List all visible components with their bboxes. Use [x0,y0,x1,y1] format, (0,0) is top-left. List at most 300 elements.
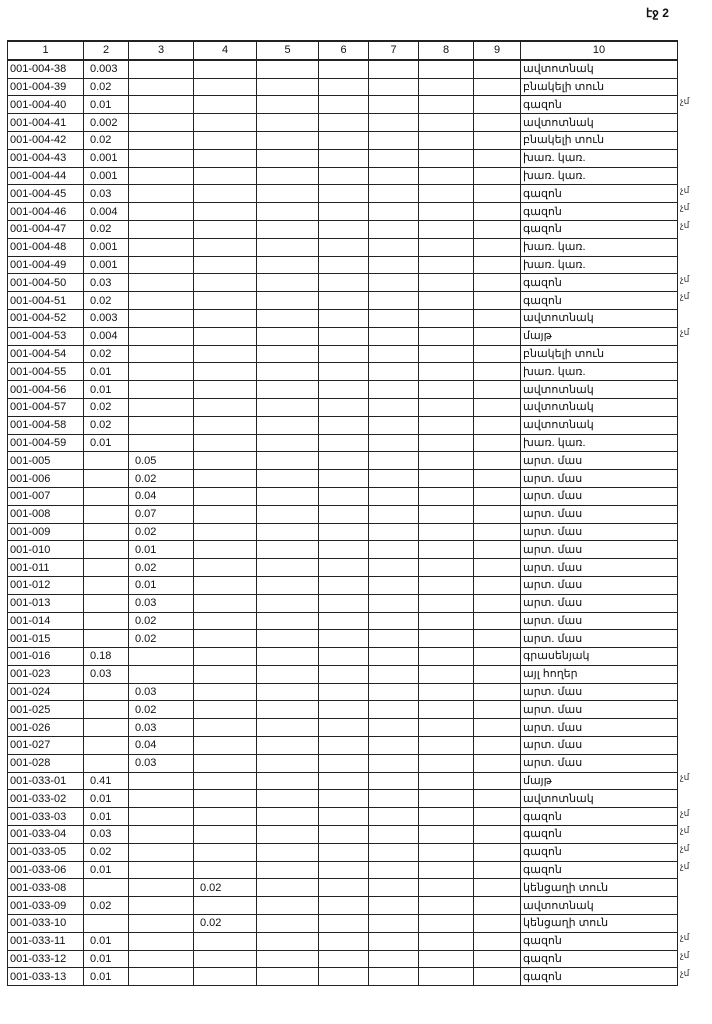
cell-col-4 [194,167,257,185]
cell-col-5 [257,915,319,933]
cell-col-4 [194,523,257,541]
cell-col-9 [474,683,521,701]
table-row [8,114,678,132]
table-row [8,220,678,238]
cell-col-2: 0.01 [84,861,129,879]
margin-note: չմ [680,291,690,302]
cell-col-4 [194,274,257,292]
cell-col-3 [129,861,194,879]
table-row [8,843,678,861]
cell-col-8 [419,505,474,523]
cell-col-8 [419,648,474,666]
cell-col-4 [194,612,257,630]
cell-col-4 [194,843,257,861]
column-header-3: 3 [129,41,194,60]
cell-col-6 [319,932,369,950]
cell-col-1: 001-004-50 [8,274,84,292]
cell-col-5 [257,701,319,719]
cell-col-1: 001-004-48 [8,238,84,256]
cell-col-2: 0.01 [84,96,129,114]
cell-col-10: գազոն [521,968,678,986]
cell-col-5 [257,861,319,879]
cell-col-9 [474,470,521,488]
cell-col-7 [369,683,419,701]
cell-col-5 [257,416,319,434]
cell-col-4 [194,576,257,594]
cell-col-7 [369,434,419,452]
cell-col-10: գազոն [521,203,678,221]
cell-col-10: գազոն [521,292,678,310]
cell-col-3 [129,843,194,861]
table-row [8,345,678,363]
cell-col-10: արտ. մաս [521,612,678,630]
cell-col-1: 001-004-41 [8,114,84,132]
cell-col-10: գրասենյակ [521,648,678,666]
table-row [8,861,678,879]
cell-col-10: արտ. մաս [521,523,678,541]
cell-col-6 [319,594,369,612]
cell-col-4 [194,149,257,167]
cell-col-6 [319,826,369,844]
cell-col-8 [419,398,474,416]
cell-col-8 [419,915,474,933]
table-row [8,826,678,844]
cell-col-4: 0.02 [194,915,257,933]
cell-col-2: 0.01 [84,434,129,452]
cell-col-7 [369,843,419,861]
cell-col-8 [419,452,474,470]
cell-col-7 [369,897,419,915]
margin-note: չմ [680,95,690,106]
cell-col-3 [129,968,194,986]
cell-col-6 [319,363,369,381]
cell-col-3 [129,167,194,185]
table-row [8,541,678,559]
cell-col-1: 001-033-08 [8,879,84,897]
cell-col-10: գազոն [521,274,678,292]
cell-col-2 [84,576,129,594]
cell-col-3 [129,292,194,310]
cell-col-6 [319,416,369,434]
cell-col-8 [419,220,474,238]
cell-col-1: 001-033-06 [8,861,84,879]
cell-col-6 [319,220,369,238]
cell-col-4 [194,292,257,310]
cell-col-6 [319,381,369,399]
cell-col-5 [257,594,319,612]
cell-col-8 [419,719,474,737]
cell-col-1: 001-014 [8,612,84,630]
cell-col-7 [369,950,419,968]
table-row [8,309,678,327]
cell-col-7 [369,790,419,808]
margin-note: չմ [680,967,690,978]
cell-col-10: գազոն [521,808,678,826]
cell-col-7 [369,665,419,683]
cell-col-7 [369,452,419,470]
cell-col-3 [129,932,194,950]
cell-col-10: մայթ [521,772,678,790]
cell-col-6 [319,861,369,879]
table-row [8,149,678,167]
cell-col-5 [257,203,319,221]
cell-col-8 [419,327,474,345]
cell-col-7 [369,648,419,666]
cell-col-9 [474,594,521,612]
cell-col-3: 0.03 [129,754,194,772]
column-header-4: 4 [194,41,257,60]
cell-col-8 [419,808,474,826]
cell-col-10: արտ. մաս [521,576,678,594]
cell-col-9 [474,309,521,327]
table-row [8,719,678,737]
cell-col-9 [474,327,521,345]
cell-col-10: արտ. մաս [521,630,678,648]
cell-col-9 [474,932,521,950]
cell-col-8 [419,630,474,648]
cell-col-5 [257,327,319,345]
cell-col-8 [419,131,474,149]
cell-col-10: արտ. մաս [521,452,678,470]
cell-col-4 [194,950,257,968]
column-header-9: 9 [474,41,521,60]
cell-col-6 [319,683,369,701]
cell-col-5 [257,737,319,755]
cell-col-2: 0.03 [84,274,129,292]
cell-col-7 [369,96,419,114]
cell-col-4 [194,114,257,132]
margin-note: չմ [680,861,690,871]
cell-col-8 [419,292,474,310]
cell-col-3 [129,648,194,666]
cell-col-3 [129,665,194,683]
cell-col-6 [319,398,369,416]
cell-col-8 [419,381,474,399]
cell-col-9 [474,60,521,78]
cell-col-2: 0.03 [84,185,129,203]
cell-col-2: 0.003 [84,309,129,327]
table-row [8,701,678,719]
cell-col-2 [84,612,129,630]
cell-col-5 [257,648,319,666]
cell-col-6 [319,185,369,203]
cell-col-5 [257,576,319,594]
cell-col-5 [257,78,319,96]
cell-col-9 [474,968,521,986]
cell-col-3 [129,416,194,434]
cell-col-10: արտ. մաս [521,719,678,737]
cell-col-8 [419,754,474,772]
cell-col-9 [474,220,521,238]
table-row [8,790,678,808]
cell-col-10: կենցաղի տուն [521,879,678,897]
cell-col-10: ավտոտնակ [521,790,678,808]
cell-col-10: խառ. կառ. [521,238,678,256]
cell-col-1: 001-004-45 [8,185,84,203]
cell-col-6 [319,292,369,310]
cell-col-7 [369,772,419,790]
cell-col-6 [319,612,369,630]
cell-col-6 [319,772,369,790]
cell-col-4 [194,434,257,452]
cell-col-10: ավտոտնակ [521,416,678,434]
cell-col-6 [319,790,369,808]
cell-col-5 [257,292,319,310]
cell-col-9 [474,719,521,737]
land-parcel-table [7,40,678,986]
cell-col-3 [129,790,194,808]
cell-col-1: 001-004-40 [8,96,84,114]
cell-col-2 [84,683,129,701]
cell-col-7 [369,594,419,612]
cell-col-5 [257,452,319,470]
cell-col-7 [369,754,419,772]
cell-col-9 [474,630,521,648]
cell-col-2 [84,487,129,505]
cell-col-5 [257,612,319,630]
cell-col-7 [369,381,419,399]
cell-col-1: 001-004-53 [8,327,84,345]
table-row [8,78,678,96]
table-row [8,452,678,470]
cell-col-7 [369,701,419,719]
cell-col-6 [319,487,369,505]
margin-note: չմ [680,327,690,337]
cell-col-7 [369,523,419,541]
cell-col-9 [474,416,521,434]
cell-col-5 [257,167,319,185]
cell-col-1: 001-027 [8,737,84,755]
cell-col-9 [474,131,521,149]
cell-col-1: 001-008 [8,505,84,523]
cell-col-2: 0.01 [84,968,129,986]
cell-col-5 [257,897,319,915]
cell-col-9 [474,665,521,683]
cell-col-5 [257,220,319,238]
cell-col-2: 0.004 [84,203,129,221]
margin-note: չմ [680,202,690,213]
cell-col-1: 001-011 [8,559,84,577]
cell-col-3 [129,256,194,274]
cell-col-8 [419,185,474,203]
cell-col-5 [257,185,319,203]
cell-col-1: 001-025 [8,701,84,719]
cell-col-5 [257,238,319,256]
cell-col-9 [474,434,521,452]
cell-col-2: 0.02 [84,345,129,363]
cell-col-9 [474,167,521,185]
cell-col-2 [84,719,129,737]
table-row [8,772,678,790]
cell-col-1: 001-004-47 [8,220,84,238]
cell-col-8 [419,576,474,594]
table-row [8,203,678,221]
cell-col-6 [319,968,369,986]
column-header-10: 10 [521,41,678,60]
cell-col-3: 0.03 [129,683,194,701]
cell-col-9 [474,363,521,381]
cell-col-4 [194,630,257,648]
cell-col-2 [84,701,129,719]
cell-col-3: 0.04 [129,487,194,505]
cell-col-4 [194,594,257,612]
cell-col-9 [474,754,521,772]
cell-col-8 [419,665,474,683]
cell-col-8 [419,559,474,577]
cell-col-10: գազոն [521,950,678,968]
cell-col-1: 001-013 [8,594,84,612]
cell-col-1: 001-009 [8,523,84,541]
cell-col-1: 001-028 [8,754,84,772]
cell-col-7 [369,60,419,78]
cell-col-6 [319,203,369,221]
cell-col-10: գազոն [521,96,678,114]
cell-col-7 [369,114,419,132]
table-row [8,665,678,683]
cell-col-9 [474,701,521,719]
cell-col-1: 001-016 [8,648,84,666]
cell-col-5 [257,772,319,790]
cell-col-10: բնակելի տուն [521,131,678,149]
cell-col-4 [194,737,257,755]
cell-col-10: արտ. մաս [521,541,678,559]
cell-col-2 [84,505,129,523]
table-row [8,630,678,648]
cell-col-6 [319,737,369,755]
table-row [8,416,678,434]
cell-col-1: 001-006 [8,470,84,488]
cell-col-7 [369,327,419,345]
cell-col-10: ավտոտնակ [521,309,678,327]
cell-col-9 [474,897,521,915]
cell-col-6 [319,754,369,772]
cell-col-9 [474,292,521,310]
table-row [8,648,678,666]
cell-col-1: 001-004-38 [8,60,84,78]
cell-col-5 [257,363,319,381]
table-row [8,470,678,488]
cell-col-4 [194,452,257,470]
column-header-2: 2 [84,41,129,60]
cell-col-10: արտ. մաս [521,594,678,612]
table-row [8,559,678,577]
cell-col-2 [84,594,129,612]
cell-col-5 [257,541,319,559]
cell-col-1: 001-033-05 [8,843,84,861]
cell-col-6 [319,327,369,345]
cell-col-8 [419,932,474,950]
page-number: էջ 2 [646,6,669,20]
cell-col-1: 001-004-42 [8,131,84,149]
cell-col-8 [419,149,474,167]
cell-col-3 [129,398,194,416]
cell-col-5 [257,754,319,772]
cell-col-9 [474,487,521,505]
cell-col-5 [257,826,319,844]
cell-col-7 [369,309,419,327]
cell-col-7 [369,826,419,844]
cell-col-7 [369,220,419,238]
cell-col-2: 0.02 [84,131,129,149]
cell-col-2: 0.001 [84,149,129,167]
cell-col-10: արտ. մաս [521,505,678,523]
cell-col-9 [474,452,521,470]
cell-col-6 [319,843,369,861]
table-row [8,576,678,594]
cell-col-10: ավտոտնակ [521,897,678,915]
cell-col-10: ավտոտնակ [521,114,678,132]
cell-col-9 [474,612,521,630]
cell-col-8 [419,968,474,986]
cell-col-3: 0.02 [129,630,194,648]
table-row [8,968,678,986]
cell-col-5 [257,114,319,132]
cell-col-9 [474,915,521,933]
table-row [8,256,678,274]
cell-col-7 [369,345,419,363]
cell-col-3 [129,60,194,78]
table-row [8,754,678,772]
cell-col-4 [194,238,257,256]
cell-col-7 [369,274,419,292]
cell-col-4 [194,185,257,203]
cell-col-4 [194,256,257,274]
cell-col-3 [129,772,194,790]
cell-col-4 [194,381,257,399]
table-row [8,327,678,345]
cell-col-7 [369,808,419,826]
cell-col-1: 001-033-11 [8,932,84,950]
cell-col-3 [129,220,194,238]
cell-col-2: 0.02 [84,398,129,416]
table-row [8,60,678,78]
cell-col-7 [369,149,419,167]
cell-col-7 [369,131,419,149]
cell-col-3 [129,114,194,132]
cell-col-9 [474,826,521,844]
cell-col-4 [194,345,257,363]
cell-col-1: 001-010 [8,541,84,559]
cell-col-3 [129,897,194,915]
cell-col-3 [129,808,194,826]
cell-col-7 [369,737,419,755]
cell-col-2: 0.01 [84,790,129,808]
table-row [8,594,678,612]
cell-col-6 [319,114,369,132]
cell-col-5 [257,843,319,861]
cell-col-2: 0.03 [84,665,129,683]
cell-col-8 [419,256,474,274]
cell-col-1: 001-005 [8,452,84,470]
cell-col-1: 001-024 [8,683,84,701]
cell-col-2 [84,559,129,577]
cell-col-5 [257,256,319,274]
cell-col-3 [129,78,194,96]
cell-col-5 [257,470,319,488]
column-header-1: 1 [8,41,84,60]
cell-col-3 [129,826,194,844]
cell-col-9 [474,523,521,541]
cell-col-2: 0.001 [84,238,129,256]
cell-col-7 [369,256,419,274]
cell-col-2 [84,879,129,897]
cell-col-4 [194,470,257,488]
cell-col-6 [319,452,369,470]
cell-col-6 [319,719,369,737]
cell-col-3 [129,185,194,203]
column-header-7: 7 [369,41,419,60]
cell-col-1: 001-033-10 [8,915,84,933]
